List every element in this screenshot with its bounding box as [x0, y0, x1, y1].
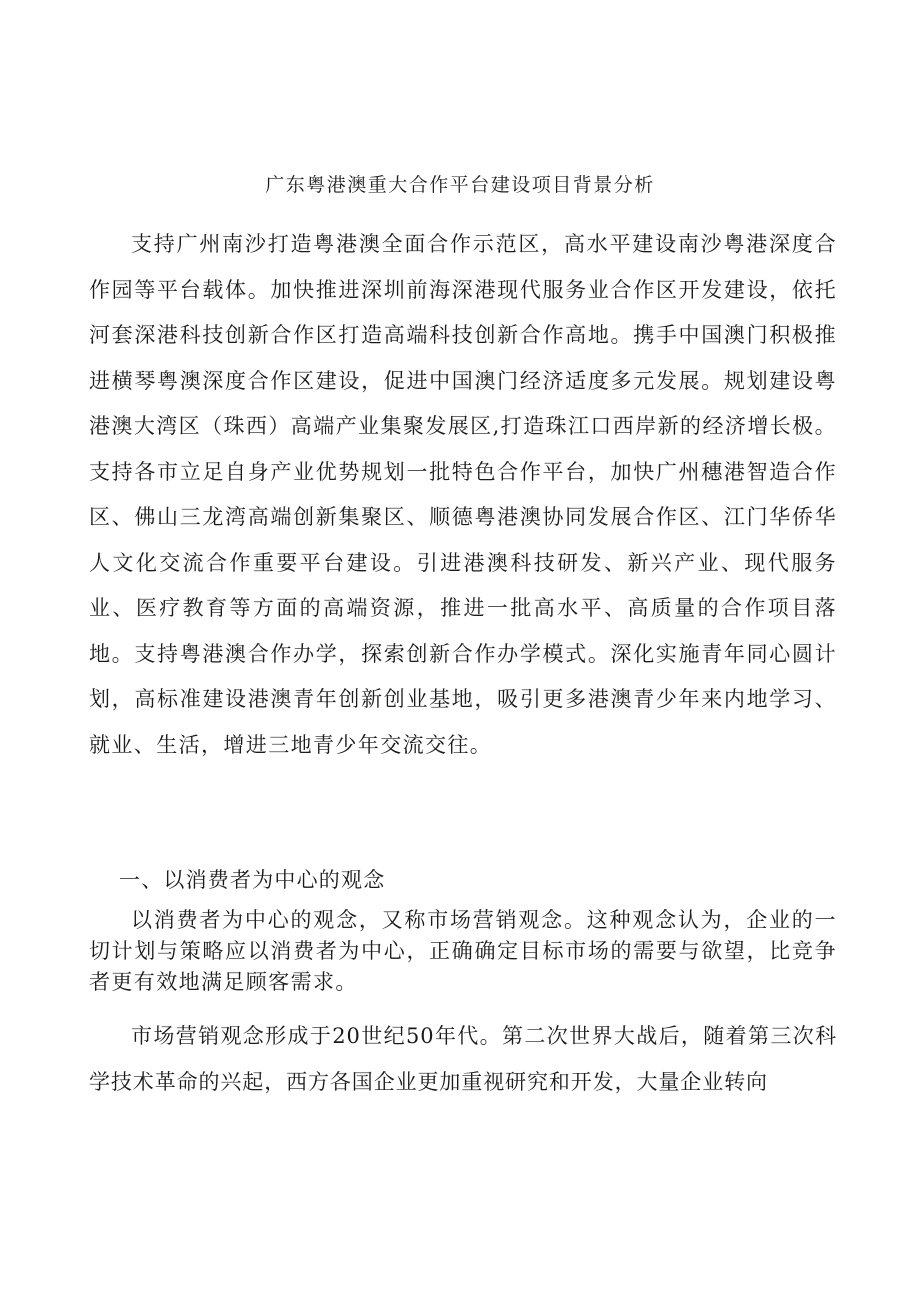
paragraph-marketing-history: 市场营销观念形成于20世纪50年代。第二次世界大战后，随着第三次科学技术革命的兴起，西方各国企业更加重视研究和开发，大量企业转向 [89, 1024, 837, 1094]
paragraph-background: 支持广州南沙打造粤港澳全面合作示范区，高水平建设南沙粤港深度合作园等平台载体。加快推进深圳前海深港现代服务业合作区开发建设，依托河套深港科技创新合作区打造高端科技创新合作高地。携手中国澳门积极推进横琴粤澳深度合作区建设，促进中国澳门经济适度多元发展。规划建设粤港澳大湾区（珠西）高端产业集聚发展区,打造珠江口西岸新的经济增长极。支持各市立足自身产业优势规划一批特色合作平台，加快广州穗港智造合作区、佛山三龙湾高端创新集聚区、顺德粤港澳协同发展合作区、江门华侨华人文化交流合作重要平台建设。引进港澳科技研发、新兴产业、现代服务业、医疗教育等方面的高端资源，推进一批高水平、高质量的合作项目落地。支持粤港澳合作办学，探索创新合作办学模式。深化实施青年同心圆计划，高标准建设港澳青年创新创业基地，吸引更多港澳青少年来内地学习、就业、生活，增进三地青少年交流交往。 [89, 232, 837, 757]
document-title: 广东粤港澳重大合作平台建设项目背景分析 [265, 174, 655, 196]
section-heading: 一、以消费者为中心的观念 [119, 868, 386, 892]
paragraph-consumer-concept: 以消费者为中心的观念，又称市场营销观念。这种观念认为，企业的一切计划与策略应以消费者为中心，正确确定目标市场的需要与欲望，比竞争者更有效地满足顾客需求。 [89, 908, 837, 994]
